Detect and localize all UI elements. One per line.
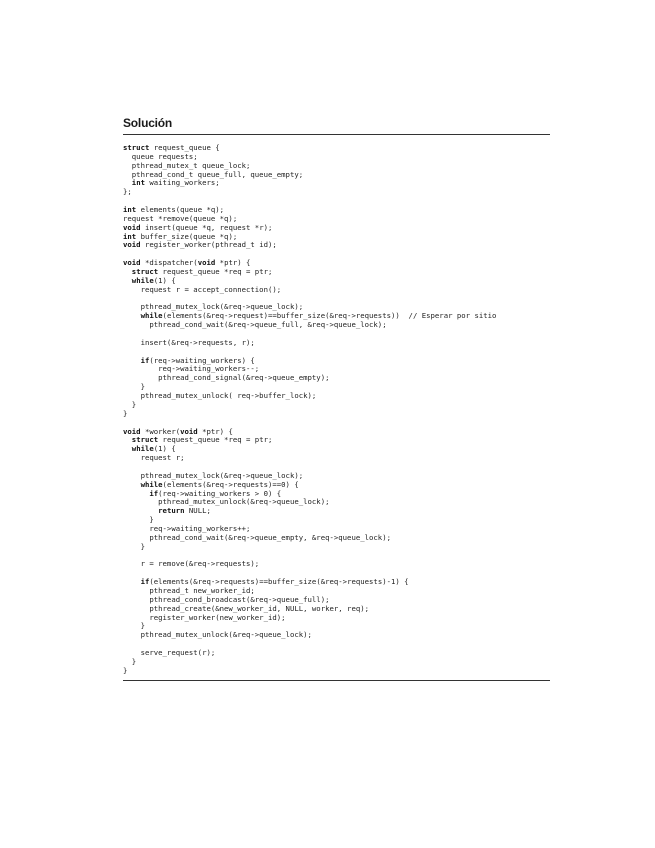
code-line: while(elements(&req->request)==buffer_size(&req->requests)) // Esperar por sitio xyxy=(140,311,497,321)
code-line: if(req->waiting_workers > 0) { xyxy=(149,488,282,498)
code-line: register_worker(new_worker_id); xyxy=(123,612,286,622)
code-line: void *worker(void *ptr) { xyxy=(123,426,233,436)
code-line: queue requests; xyxy=(123,151,198,161)
code-line: void *dispatcher(void *ptr) { xyxy=(123,258,251,268)
code-line: int waiting_workers; xyxy=(131,178,220,188)
code-line: void register_worker(pthread_t id); xyxy=(123,240,277,250)
code-line: pthread_cond_broadcast(&req->queue_full); xyxy=(123,594,330,604)
code-line: struct request_queue *req = ptr; xyxy=(131,267,273,277)
code-line: pthread_cond_wait(&req->queue_full, &req->queue_lock); xyxy=(123,320,387,330)
code-line: } xyxy=(123,399,137,409)
code-line: request r = accept_connection(); xyxy=(123,284,282,294)
code-line: request *remove(queue *q); xyxy=(123,213,238,223)
code-line: pthread_cond_wait(&req->queue_empty, &req->queue_lock); xyxy=(123,532,391,542)
code-line: } xyxy=(123,515,154,525)
bottom-rule xyxy=(123,680,550,681)
code-line: }; xyxy=(123,187,132,197)
code-line: int elements(queue *q); xyxy=(123,205,225,215)
code-line: r = remove(&req->requests); xyxy=(123,559,260,569)
top-rule xyxy=(123,134,550,135)
code-line: int buffer_size(queue *q); xyxy=(123,231,238,241)
code-line: pthread_mutex_lock(&req->queue_lock); xyxy=(123,470,304,480)
code-line: req->waiting_workers--; xyxy=(123,364,260,374)
code-line: serve_request(r); xyxy=(123,647,216,657)
code-line: pthread_mutex_lock(&req->queue_lock); xyxy=(123,302,304,312)
code-line: } xyxy=(123,621,145,631)
code-line: if(elements(&req->requests)==buffer_size(&req->requests)-1) { xyxy=(140,577,409,587)
code-line: while(1) { xyxy=(131,275,176,285)
section-title: Solución xyxy=(123,116,173,130)
code-line: } xyxy=(123,382,145,392)
code-line: } xyxy=(123,408,128,418)
code-line: pthread_t new_worker_id; xyxy=(123,585,255,595)
code-line: insert(&req->requests, r); xyxy=(123,337,255,347)
code-line: struct request_queue { xyxy=(123,143,220,152)
code-line: pthread_mutex_unlock(&req->queue_lock); xyxy=(123,497,330,507)
code-line: return NULL; xyxy=(158,506,211,516)
code-line: } xyxy=(123,656,137,666)
code-line: } xyxy=(123,665,128,675)
code-line: if(req->waiting_workers) { xyxy=(140,355,255,365)
code-line: pthread_cond_t queue_full, queue_empty; xyxy=(123,169,304,179)
code-line: pthread_cond_signal(&req->queue_empty); xyxy=(123,373,330,383)
code-line: req->waiting_workers++; xyxy=(123,523,251,533)
code-line: pthread_create(&new_worker_id, NULL, worker, req); xyxy=(123,603,370,613)
code-line: struct request_queue *req = ptr; xyxy=(131,435,273,445)
code-line: } xyxy=(123,541,145,551)
code-line: void insert(queue *q, request *r); xyxy=(123,222,273,232)
code-line: while(elements(&req->requests)==0) { xyxy=(140,479,299,489)
code-line: pthread_mutex_unlock( req->buffer_lock); xyxy=(123,391,317,401)
code-line: while(1) { xyxy=(131,444,176,454)
code-line: request r; xyxy=(123,453,185,463)
code-line: pthread_mutex_t queue_lock; xyxy=(123,160,251,170)
code-listing xyxy=(123,144,550,676)
code-line: pthread_mutex_unlock(&req->queue_lock); xyxy=(123,630,312,640)
